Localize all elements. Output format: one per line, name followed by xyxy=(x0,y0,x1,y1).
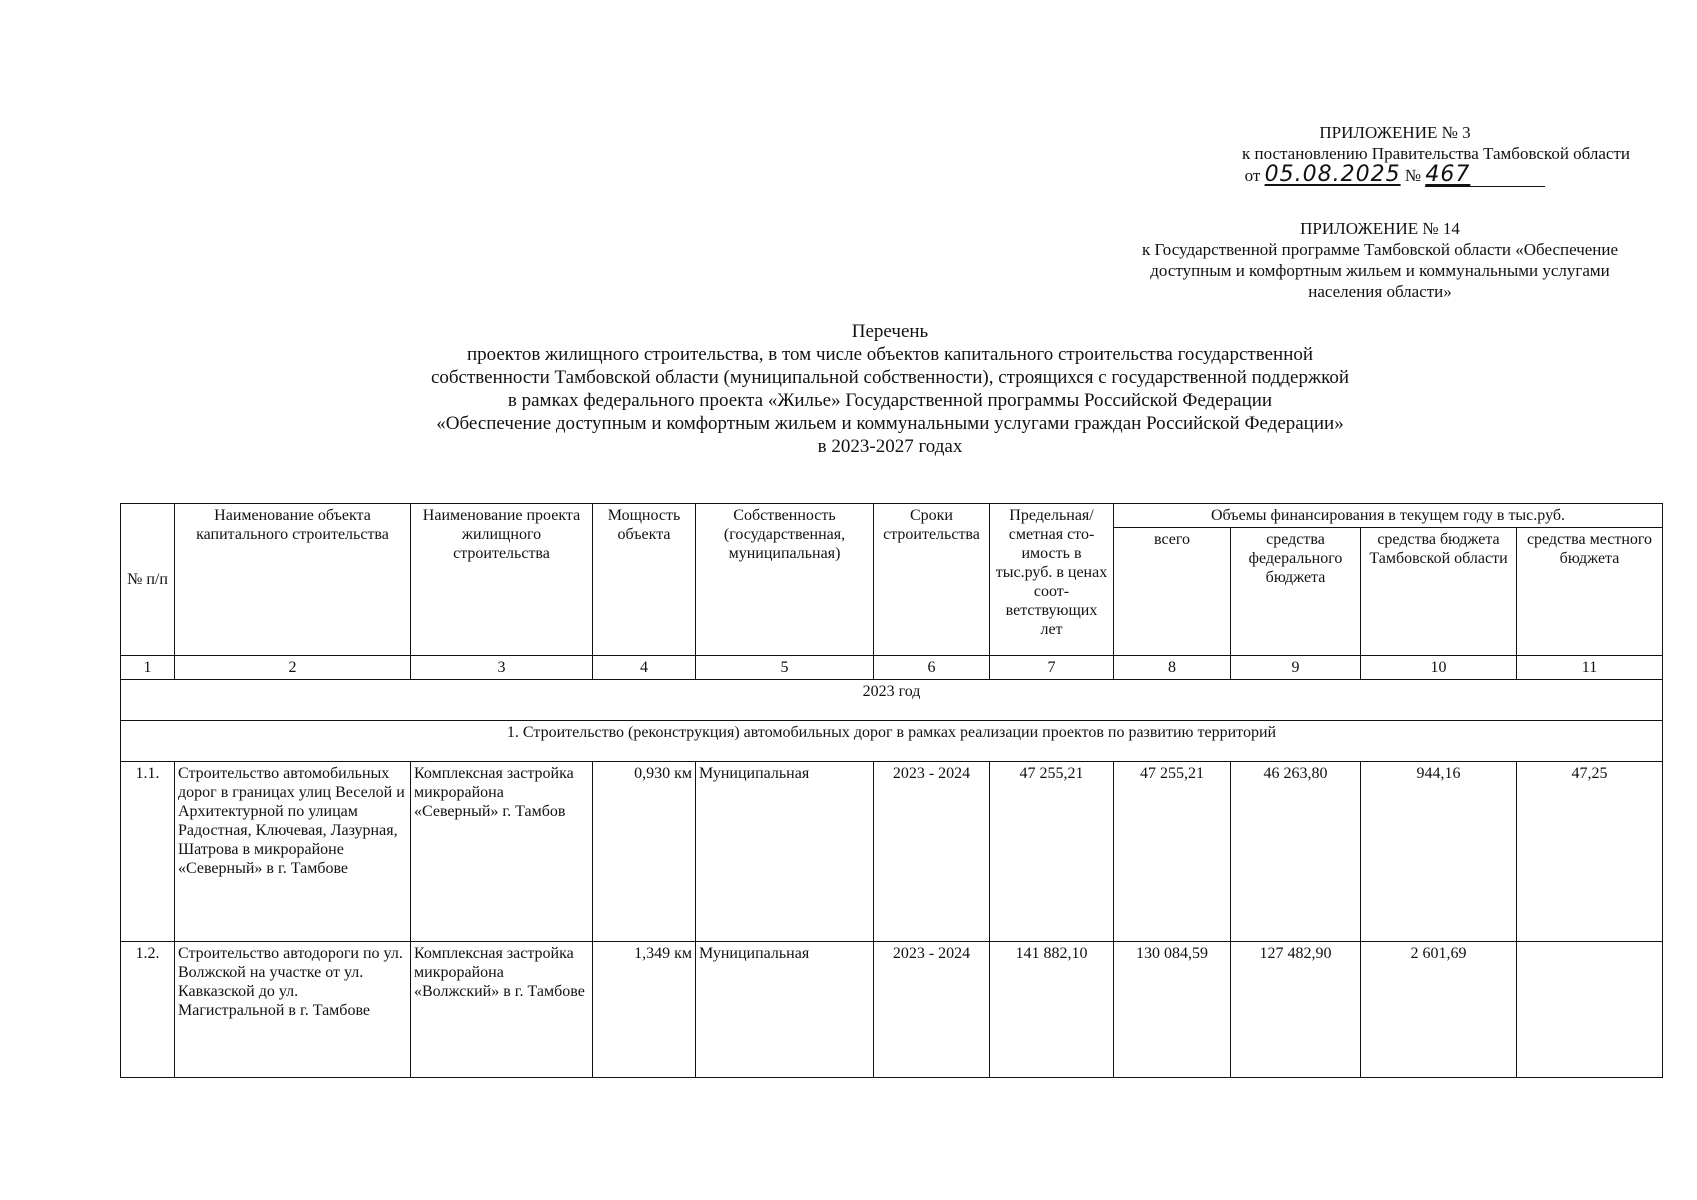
row-federal: 127 482,90 xyxy=(1231,942,1361,1078)
appendix3-block xyxy=(1160,122,1630,187)
row-total: 47 255,21 xyxy=(1114,762,1231,942)
projects-table xyxy=(120,503,1663,1078)
row-num: 1.1. xyxy=(121,762,175,942)
col-number: 6 xyxy=(874,656,990,680)
number-label: № xyxy=(1404,166,1422,185)
header-object: Наименование объекта капитального строительства xyxy=(175,504,411,656)
appendix14-line3: населения области» xyxy=(1308,282,1452,301)
title-line5: «Обеспечение доступным и комфортным жильем и коммунальными услугами граждан Российской Федерации» xyxy=(436,413,1344,434)
header-ownership: Собственность (государственная, муниципальная) xyxy=(696,504,874,656)
row-regional: 944,16 xyxy=(1361,762,1517,942)
title-line3: собственности Тамбовской области (муниципальной собственности), строящихся с государственной поддержкой xyxy=(430,367,1350,388)
header-limit: Предельная/ сметная сто- имость в тыс.руб. в ценах соот- ветствующих лет xyxy=(990,504,1114,656)
header-capacity: Мощность объекта xyxy=(593,504,696,656)
col-number: 7 xyxy=(990,656,1114,680)
appendix3-title: ПРИЛОЖЕНИЕ № 3 xyxy=(1319,123,1471,142)
table-row xyxy=(121,762,1663,942)
year-row: 2023 год xyxy=(121,680,1663,721)
title-line4: в рамках федерального проекта «Жилье» Государственной программы Российской Федерации xyxy=(507,390,1273,411)
row-limit: 47 255,21 xyxy=(990,762,1114,942)
row-ownership: Муниципальная xyxy=(696,942,874,1078)
col-number: 9 xyxy=(1231,656,1361,680)
header-federal: средства федерального бюджета xyxy=(1231,528,1361,656)
header-terms: Сроки строительства xyxy=(874,504,990,656)
col-number: 2 xyxy=(175,656,411,680)
header-regional: средства бюджета Тамбовской области xyxy=(1361,528,1517,656)
section-row: 1. Строительство (реконструкция) автомобильных дорог в рамках реализации проектов по развитию территорий xyxy=(121,721,1663,762)
row-local: 47,25 xyxy=(1517,762,1663,942)
row-regional: 2 601,69 xyxy=(1361,942,1517,1078)
title-line2: проектов жилищного строительства, в том числе объектов капитального строительства государственной xyxy=(466,344,1314,365)
row-num: 1.2. xyxy=(121,942,175,1078)
row-limit: 141 882,10 xyxy=(990,942,1114,1078)
row-project: Комплексная застройка микрорайона «Северный» г. Тамбов xyxy=(411,762,593,942)
col-number: 1 xyxy=(121,656,175,680)
table-row xyxy=(121,942,1663,1078)
row-local xyxy=(1517,942,1663,1078)
col-number: 5 xyxy=(696,656,874,680)
row-project: Комплексная застройка микрорайона «Волжский» в г. Тамбове xyxy=(411,942,593,1078)
handwritten-number: 467 xyxy=(1425,162,1471,187)
row-total: 130 084,59 xyxy=(1114,942,1231,1078)
col-number: 11 xyxy=(1517,656,1663,680)
header-total: всего xyxy=(1114,528,1231,656)
row-federal: 46 263,80 xyxy=(1231,762,1361,942)
document-title xyxy=(300,320,1480,458)
appendix14-line2: доступным и комфортным жильем и коммунальными услугами xyxy=(1150,261,1610,280)
col-number: 10 xyxy=(1361,656,1517,680)
header-num: № п/п xyxy=(121,504,175,656)
row-ownership: Муниципальная xyxy=(696,762,874,942)
header-local: средства местного бюджета xyxy=(1517,528,1663,656)
row-capacity: 0,930 км xyxy=(593,762,696,942)
col-number: 3 xyxy=(411,656,593,680)
from-label: от xyxy=(1244,166,1261,185)
row-object: Строительство автомобильных дорог в границах улиц Веселой и Архитектурной по улицам Радостная, Ключевая, Лазурная, Шатрова в микрорайоне «Северный» в г. Тамбове xyxy=(175,762,411,942)
row-terms: 2023 - 2024 xyxy=(874,942,990,1078)
row-capacity: 1,349 км xyxy=(593,942,696,1078)
appendix14-title: ПРИЛОЖЕНИЕ № 14 xyxy=(1300,219,1460,238)
col-number: 8 xyxy=(1114,656,1231,680)
appendix3-line1: к постановлению Правительства Тамбовской области xyxy=(1241,144,1630,163)
row-object: Строительство автодороги по ул. Волжской на участке от ул. Кавказской до ул. Магистральной в г. Тамбове xyxy=(175,942,411,1078)
header-project: Наименование проекта жилищного строительства xyxy=(411,504,593,656)
appendix3-date-line xyxy=(1160,164,1630,187)
header-funding: Объемы финансирования в текущем году в тыс.руб. xyxy=(1114,504,1663,528)
title-line1: Перечень xyxy=(851,321,929,342)
appendix14-line1: к Государственной программе Тамбовской области «Обеспечение xyxy=(1141,240,1619,259)
row-terms: 2023 - 2024 xyxy=(874,762,990,942)
col-number: 4 xyxy=(593,656,696,680)
handwritten-date: 05.08.2025 xyxy=(1264,162,1401,187)
title-line6: в 2023-2027 годах xyxy=(817,436,963,457)
appendix14-block xyxy=(1100,218,1660,302)
column-numbers-row xyxy=(121,656,1663,680)
